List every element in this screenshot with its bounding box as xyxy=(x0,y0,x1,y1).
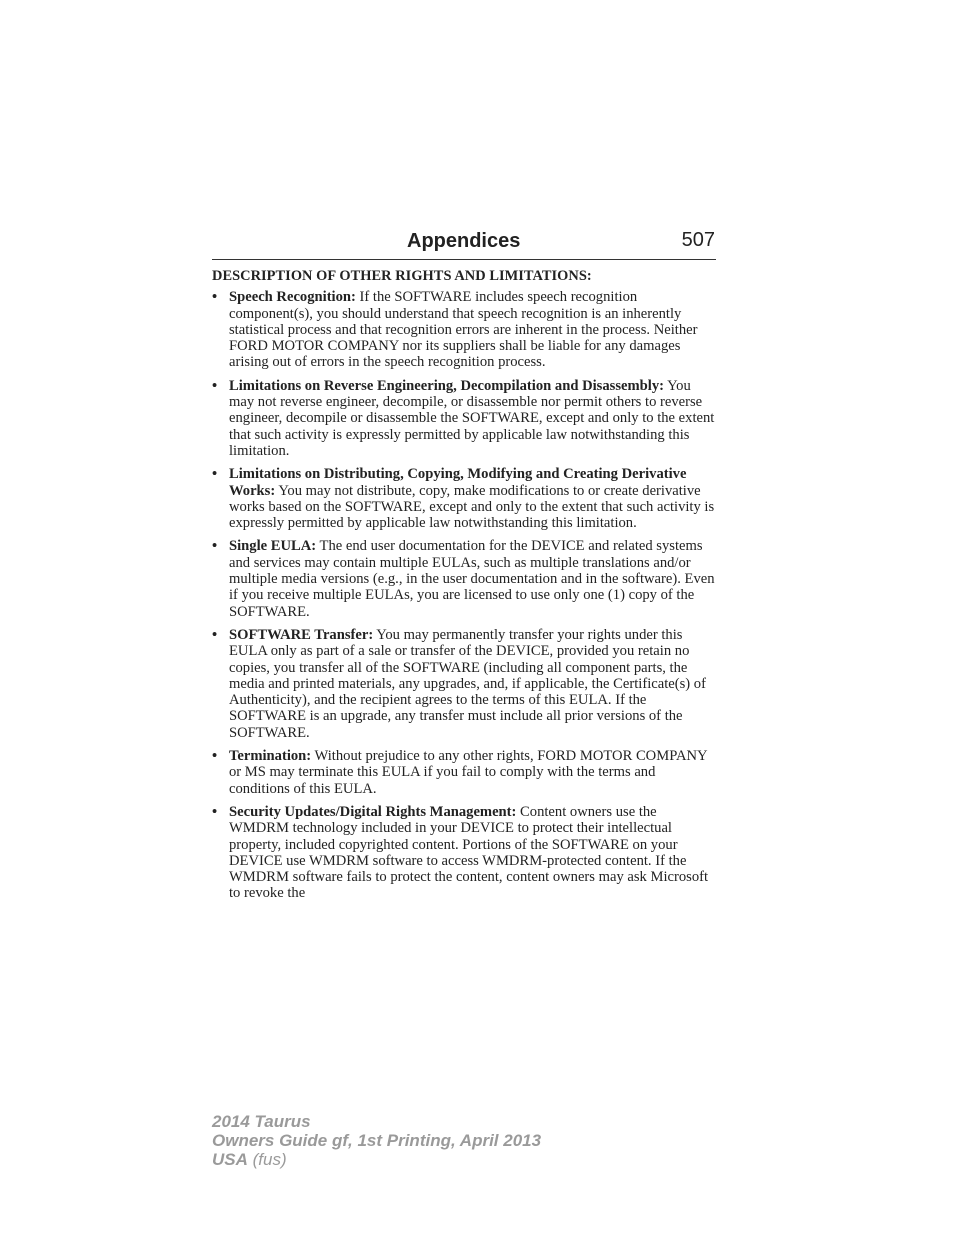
page-header xyxy=(212,229,716,260)
footer-region-main: USA xyxy=(212,1150,248,1169)
list-item xyxy=(212,289,715,370)
item-text: Content owners use the WMDRM technology included in your DEVICE to protect their intellectual property, included copyrighted content. Portions of the SOFTWARE on your DEVICE use WMDRM software to access WMDRM-protected content. If the WMDRM software fails to protect the content, content owners may ask Microsoft to revoke the xyxy=(229,803,709,902)
item-text: Without prejudice to any other rights, FORD MOTOR COMPANY or MS may terminate this EULA if you fail to comply with the terms and conditions of this EULA. xyxy=(229,748,708,797)
item-text: You may permanently transfer your rights under this EULA only as part of a sale or transfer of the DEVICE, provided you retain no copies, you transfer all of the SOFTWARE (including all component parts, the media and printed materials, any upgrades, and, if applicable, the Certificate(s) of Authenticity), and the recipient agrees to the terms of this EULA. If the SOFTWARE is an upgrade, any transfer must include all prior versions of the SOFTWARE. xyxy=(229,626,706,741)
footer-edition: Owners Guide gf, 1st Printing, April 2013 xyxy=(212,1131,542,1150)
item-term: Security Updates/Digital Rights Management: xyxy=(229,803,517,820)
page-footer xyxy=(212,1112,541,1169)
list-item xyxy=(212,378,715,459)
page-number: 507 xyxy=(681,229,715,251)
item-term: Speech Recognition: xyxy=(229,289,356,306)
list-item xyxy=(212,804,715,902)
item-text: You may not distribute, copy, make modifications to or create derivative works based on the SOFTWARE, except and only to the extent that such activity is expressly permitted by applicable law notwithstanding this limitation. xyxy=(229,482,715,532)
item-term: Limitations on Distributing, Copying, Modifying and Creating Derivative Works: xyxy=(229,466,687,499)
footer-region-suffix: (fus) xyxy=(247,1150,287,1169)
item-term: Termination: xyxy=(229,748,312,765)
item-text: The end user documentation for the DEVICE and related systems and services may contain multiple EULAs, such as multiple translations and/or multiple media versions (e.g., in the user documentation and in the software). Even if you receive multiple EULAs, you are licensed to use only one (1) copy of the SOFTWARE. xyxy=(229,538,715,620)
footer-model: 2014 Taurus xyxy=(212,1112,311,1131)
bullet-icon: • xyxy=(212,538,218,555)
page-title: Appendices xyxy=(407,230,521,252)
item-term: SOFTWARE Transfer: xyxy=(229,626,374,643)
item-text: If the SOFTWARE includes speech recognition component(s), you should understand that speech recognition is an inherently statistical process and that recognition errors are inherent in the process. Neither FORD MOTOR COMPANY nor its suppliers shall be liable for any damages arising out of errors in the speech recognition process. xyxy=(229,289,698,371)
bullet-icon: • xyxy=(212,289,218,306)
bullet-icon: • xyxy=(212,803,218,820)
main-content xyxy=(212,268,716,909)
bullet-icon: • xyxy=(212,748,218,765)
item-term: Single EULA: xyxy=(229,538,317,555)
list-item xyxy=(212,466,715,531)
item-term: Limitations on Reverse Engineering, Decompilation and Disassembly: xyxy=(229,377,664,394)
bullet-icon: • xyxy=(212,626,218,643)
list-item xyxy=(212,748,715,797)
list-item xyxy=(212,538,715,619)
bullet-icon: • xyxy=(212,466,218,483)
footer-region xyxy=(212,1150,541,1169)
section-heading: DESCRIPTION OF OTHER RIGHTS AND LIMITATIONS: xyxy=(212,268,592,284)
item-text: You may not reverse engineer, decompile, or disassemble nor permit others to reverse engineer, decompile or disassemble the SOFTWARE, except and only to the extent that such activity is expressly permitted by applicable law notwithstanding this limitation. xyxy=(229,377,715,459)
bullet-icon: • xyxy=(212,377,218,394)
list-item xyxy=(212,627,715,741)
